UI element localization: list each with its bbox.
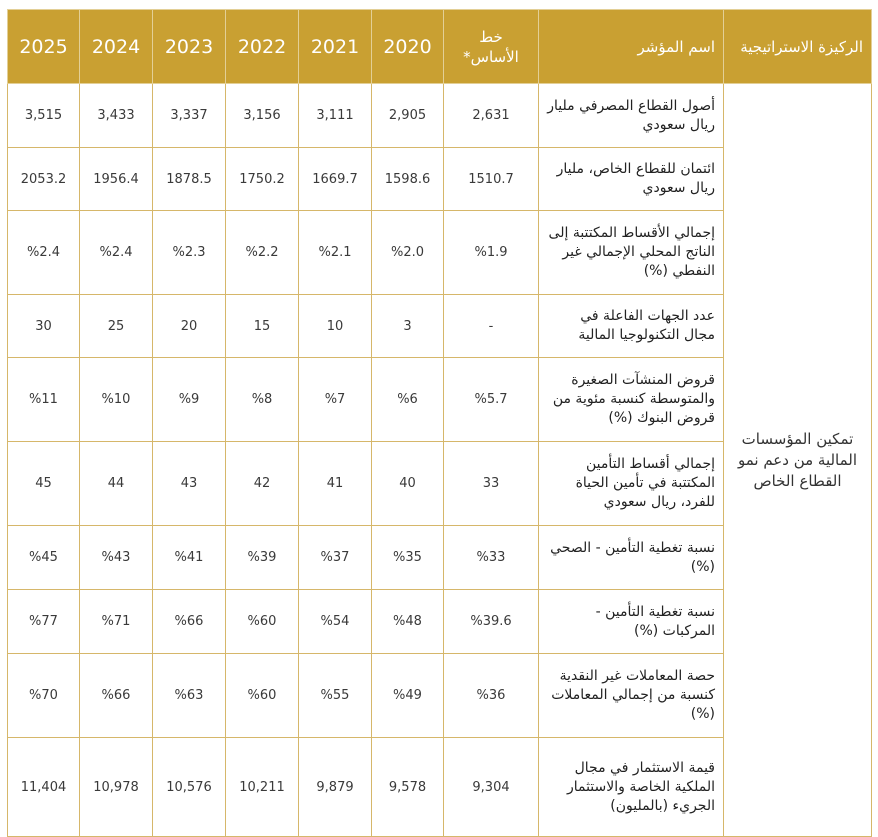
indicator-name: نسبة تغطية التأمين - المركبات (%) <box>539 590 724 654</box>
value-baseline: %1.9 <box>444 211 539 295</box>
value-2024: %71 <box>80 590 153 654</box>
value-baseline: %5.7 <box>444 358 539 442</box>
value-2024: %43 <box>80 526 153 590</box>
value-2020: %48 <box>372 590 444 654</box>
value-2020: 3 <box>372 295 444 358</box>
header-year-2023: 2023 <box>153 10 226 84</box>
value-2022: %8 <box>226 358 299 442</box>
value-2022: %2.2 <box>226 211 299 295</box>
value-2024: 3,433 <box>80 84 153 148</box>
value-2025: %2.4 <box>8 211 80 295</box>
value-baseline: 1510.7 <box>444 148 539 211</box>
header-year-2025: 2025 <box>8 10 80 84</box>
value-2022: 3,156 <box>226 84 299 148</box>
value-2025: 11,404 <box>8 738 80 837</box>
indicator-name: ائتمان للقطاع الخاص، مليار ريال سعودي <box>539 148 724 211</box>
header-indicator: اسم المؤشر <box>539 10 724 84</box>
value-2021: %2.1 <box>299 211 372 295</box>
kpi-table-wrapper <box>7 9 871 837</box>
value-baseline: %39.6 <box>444 590 539 654</box>
value-2024: %66 <box>80 654 153 738</box>
header-year-2022: 2022 <box>226 10 299 84</box>
value-2023: %63 <box>153 654 226 738</box>
value-2022: %60 <box>226 654 299 738</box>
value-2023: 3,337 <box>153 84 226 148</box>
value-2022: 10,211 <box>226 738 299 837</box>
value-2022: 1750.2 <box>226 148 299 211</box>
indicator-name: إجمالي الأقساط المكتتبة إلى الناتج المحلي الإجمالي غير النفطي (%) <box>539 211 724 295</box>
value-2020: %35 <box>372 526 444 590</box>
value-2025: 30 <box>8 295 80 358</box>
value-2023: %66 <box>153 590 226 654</box>
value-baseline: 33 <box>444 442 539 526</box>
value-2021: 9,879 <box>299 738 372 837</box>
value-2022: 42 <box>226 442 299 526</box>
value-baseline: 2,631 <box>444 84 539 148</box>
value-2025: %70 <box>8 654 80 738</box>
value-2023: 1878.5 <box>153 148 226 211</box>
value-2025: %11 <box>8 358 80 442</box>
value-2022: %60 <box>226 590 299 654</box>
value-2024: 1956.4 <box>80 148 153 211</box>
value-2023: %2.3 <box>153 211 226 295</box>
indicator-name: حصة المعاملات غير النقدية كنسبة من إجمالي المعاملات (%) <box>539 654 724 738</box>
header-row <box>8 10 872 84</box>
value-2023: 20 <box>153 295 226 358</box>
value-2021: 3,111 <box>299 84 372 148</box>
value-2021: 1669.7 <box>299 148 372 211</box>
indicator-name: قيمة الاستثمار في مجال الملكية الخاصة والاستثمار الجريء (بالمليون) <box>539 738 724 837</box>
indicator-name: عدد الجهات الفاعلة في مجال التكنولوجيا المالية <box>539 295 724 358</box>
value-2025: 45 <box>8 442 80 526</box>
value-2021: %54 <box>299 590 372 654</box>
value-2020: %2.0 <box>372 211 444 295</box>
value-2022: 15 <box>226 295 299 358</box>
value-2023: %9 <box>153 358 226 442</box>
value-2020: 1598.6 <box>372 148 444 211</box>
header-year-2024: 2024 <box>80 10 153 84</box>
value-2022: %39 <box>226 526 299 590</box>
pillar-cell: تمكين المؤسسات المالية من دعم نمو القطاع الخاص <box>724 84 872 837</box>
header-pillar: الركيزة الاستراتيجية <box>724 10 872 84</box>
header-baseline: خط الأساس* <box>444 10 539 84</box>
value-2021: %37 <box>299 526 372 590</box>
value-2021: %55 <box>299 654 372 738</box>
value-2024: 44 <box>80 442 153 526</box>
value-baseline: %33 <box>444 526 539 590</box>
value-2024: %10 <box>80 358 153 442</box>
value-2021: 10 <box>299 295 372 358</box>
table-row <box>8 84 872 148</box>
value-2020: %6 <box>372 358 444 442</box>
indicator-name: إجمالي أقساط التأمين المكتتبة في تأمين الحياة للفرد، ريال سعودي <box>539 442 724 526</box>
value-2023: 10,576 <box>153 738 226 837</box>
value-2021: %7 <box>299 358 372 442</box>
value-2020: 9,578 <box>372 738 444 837</box>
value-baseline: - <box>444 295 539 358</box>
value-2024: 25 <box>80 295 153 358</box>
header-year-2020: 2020 <box>372 10 444 84</box>
value-2023: %41 <box>153 526 226 590</box>
value-2025: %77 <box>8 590 80 654</box>
value-baseline: %36 <box>444 654 539 738</box>
value-2020: 2,905 <box>372 84 444 148</box>
value-2020: 40 <box>372 442 444 526</box>
value-2025: 3,515 <box>8 84 80 148</box>
indicator-name: قروض المنشآت الصغيرة والمتوسطة كنسبة مئوية من قروض البنوك (%) <box>539 358 724 442</box>
value-2024: %2.4 <box>80 211 153 295</box>
kpi-table <box>7 9 872 837</box>
value-2024: 10,978 <box>80 738 153 837</box>
value-2021: 41 <box>299 442 372 526</box>
value-2025: 2053.2 <box>8 148 80 211</box>
header-year-2021: 2021 <box>299 10 372 84</box>
value-baseline: 9,304 <box>444 738 539 837</box>
value-2020: %49 <box>372 654 444 738</box>
value-2023: 43 <box>153 442 226 526</box>
indicator-name: أصول القطاع المصرفي مليار ريال سعودي <box>539 84 724 148</box>
value-2025: %45 <box>8 526 80 590</box>
indicator-name: نسبة تغطية التأمين - الصحي (%) <box>539 526 724 590</box>
